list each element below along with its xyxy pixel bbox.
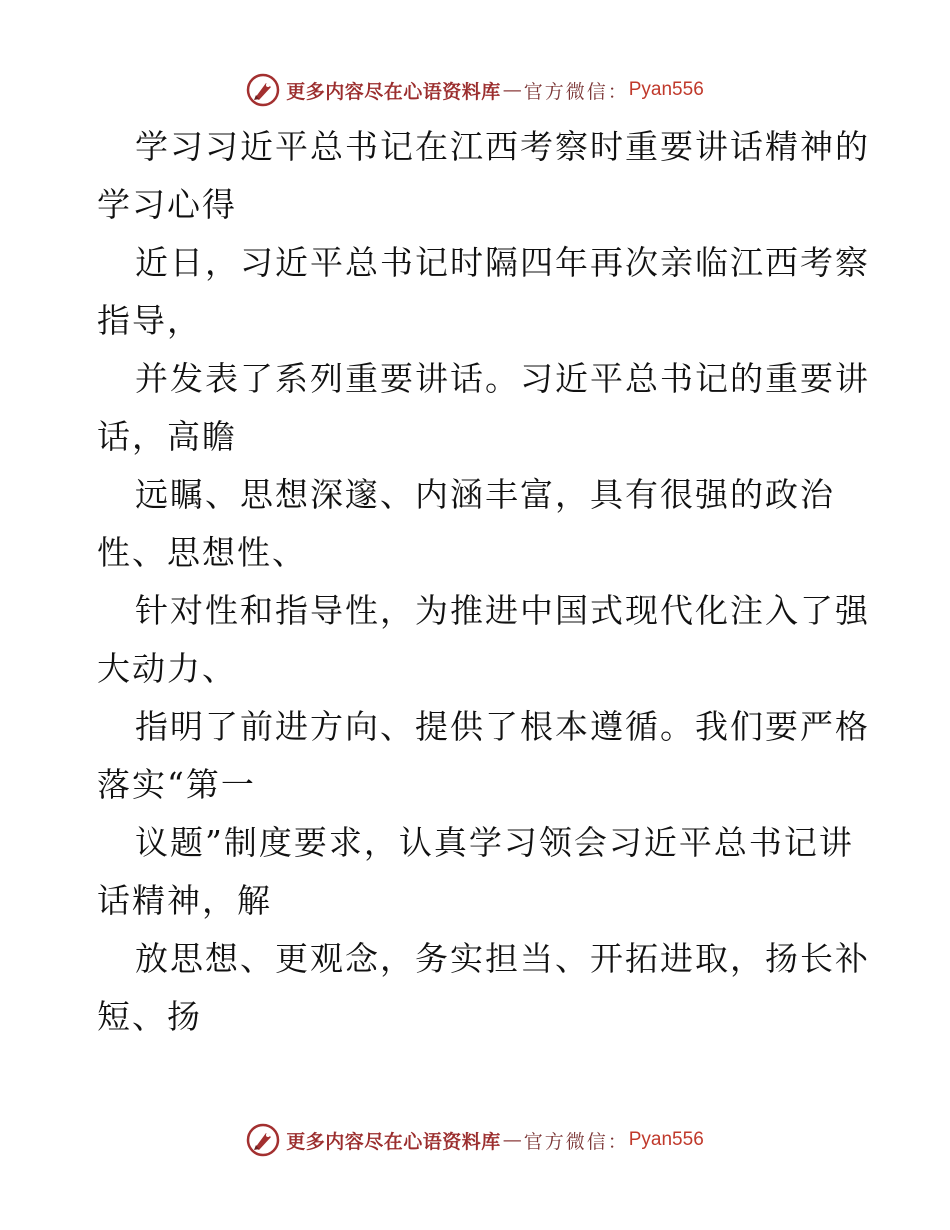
doc-line-3: 近日，习近平总书记时隔四年再次亲临江西考察 [135,243,870,282]
document-body [97,118,870,1046]
doc-line-16: 短、扬 [97,997,202,1036]
footer-banner [0,1120,950,1160]
doc-line-1: 学习习近平总书记在江西考察时重要讲话精神的 [135,127,870,166]
header-wechat-id: Pyan556 [628,79,704,100]
doc-line-5: 并发表了系列重要讲话。习近平总书记的重要讲 [135,359,870,398]
footer-banner-text: 更多内容尽在心语资料库 [286,1130,501,1153]
doc-line-13: 议题”制度要求，认真学习领会习近平总书记讲 [135,823,854,862]
doc-line-4: 指导， [97,301,202,340]
header-banner [0,70,950,110]
header-dash: — [502,79,522,101]
footer-wechat-id: Pyan556 [628,1129,704,1150]
doc-line-7: 远瞩、思想深邃、内涵丰富，具有很强的政治 [135,475,835,514]
doc-line-2: 学习心得 [97,185,237,224]
header-wechat-label: 官方微信： [523,80,629,103]
doc-line-8: 性、思想性、 [97,533,307,572]
header-banner-text: 更多内容尽在心语资料库 [286,80,501,103]
footer-wechat-label: 官方微信： [523,1130,629,1153]
pen-nib-logo-icon [246,1123,280,1157]
doc-line-12: 落实“第一 [97,765,256,804]
doc-line-14: 话精神，解 [97,881,272,920]
doc-line-11: 指明了前进方向、提供了根本遵循。我们要严格 [135,707,870,746]
doc-line-10: 大动力、 [97,649,237,688]
doc-line-6: 话，高瞻 [97,417,237,456]
doc-line-9: 针对性和指导性，为推进中国式现代化注入了强 [135,591,870,630]
footer-dash: — [502,1129,522,1151]
pen-nib-logo-icon [246,73,280,107]
doc-line-15: 放思想、更观念，务实担当、开拓进取，扬长补 [135,939,870,978]
